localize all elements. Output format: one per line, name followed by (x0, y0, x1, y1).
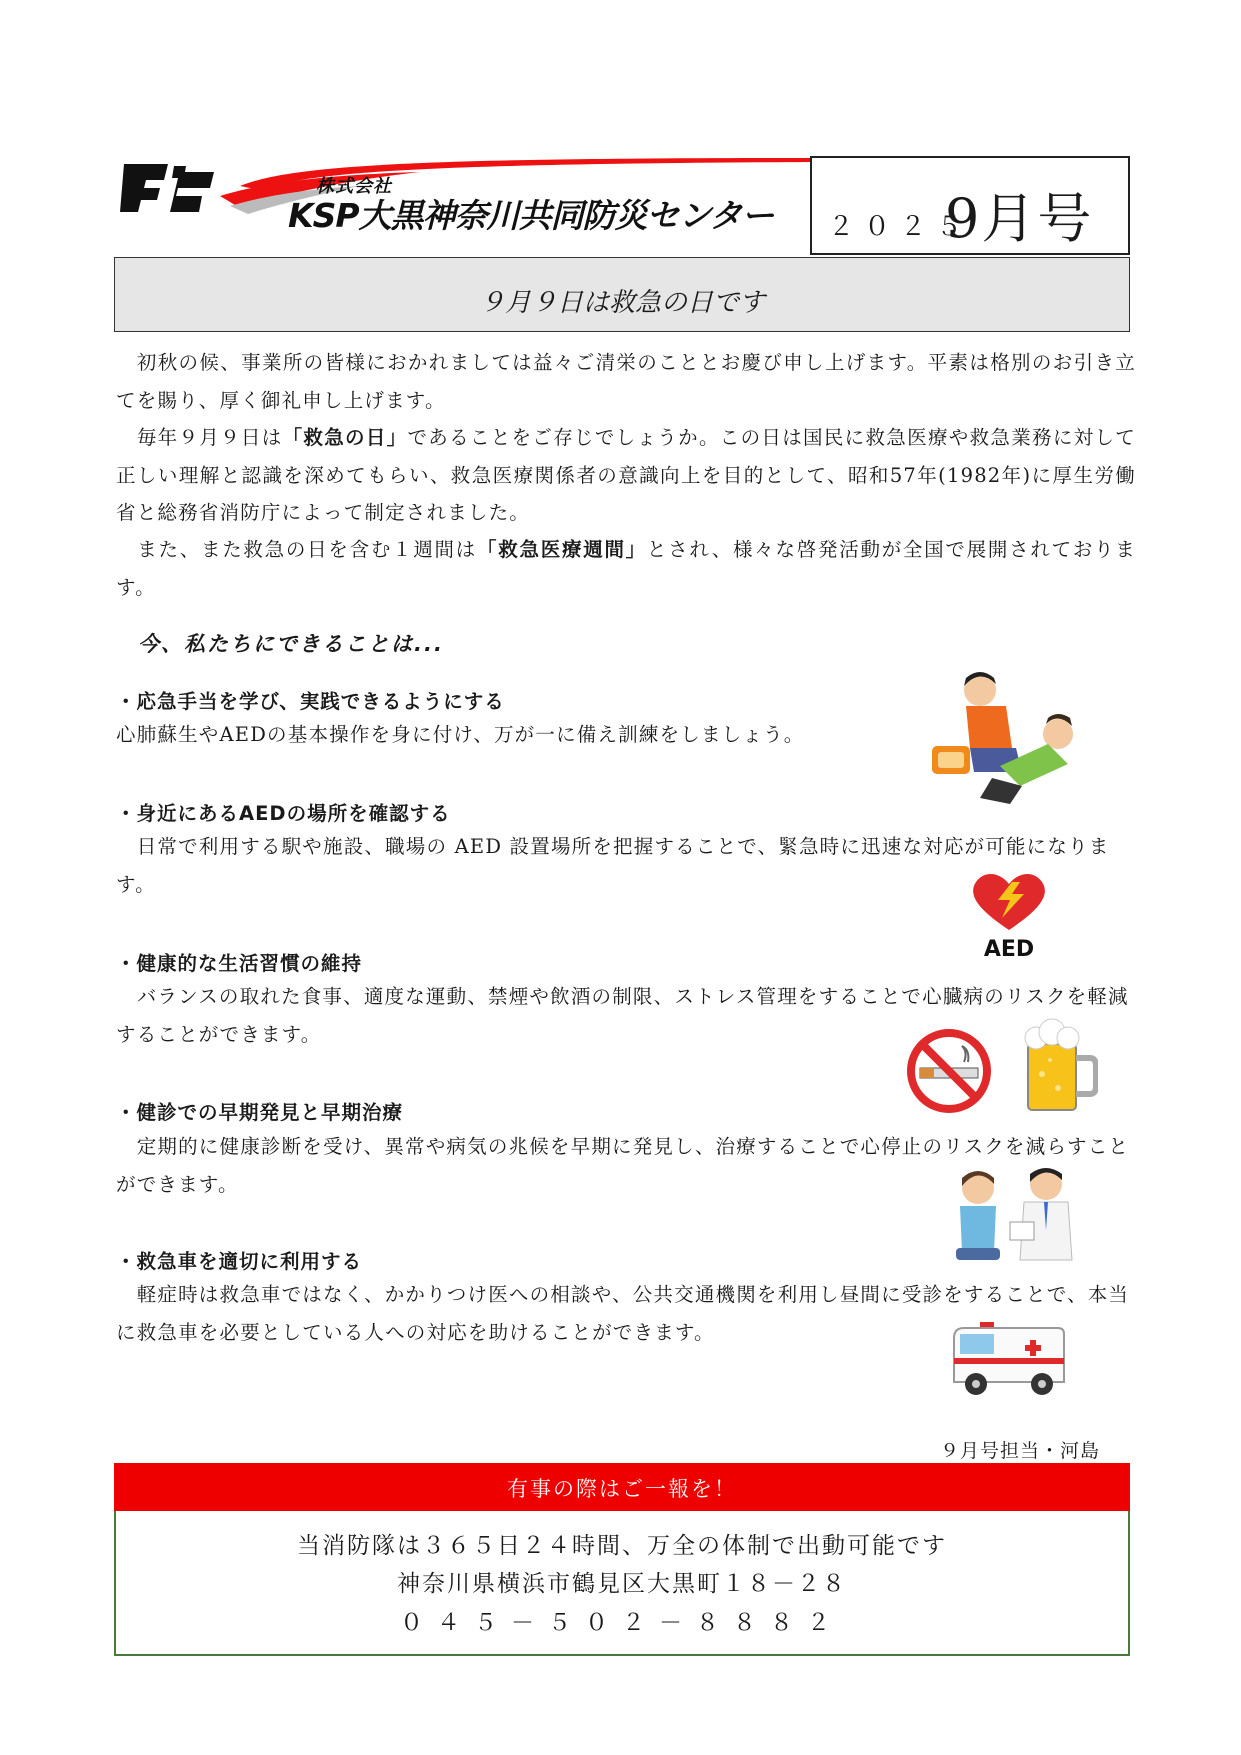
item-heading: ・健康的な生活習慣の維持 (116, 952, 363, 975)
beer-icon (1020, 1018, 1098, 1114)
item-body: 定期的に健康診断を受け、異常や病気の兆候を早期に発見し、治療することで心停止のリスクを減らすことができます。 (116, 1135, 1130, 1196)
author-credit: ９月号担当・河島 (940, 1440, 1101, 1462)
ambulance-icon (950, 1318, 1068, 1400)
item-body: バランスの取れた食事、適度な運動、禁煙や飲酒の制限、ストレス管理をすることで心臓病のリスクを軽減することができます。 (116, 985, 1129, 1046)
footer-line-address: 神奈川県横浜市鶴見区大黒町１８－２８ (397, 1571, 847, 1597)
aed-icon (968, 868, 1050, 960)
issue-month: 9月号 (945, 187, 1094, 250)
no-smoking-icon (906, 1028, 992, 1114)
bold-phrase: 「救急の日」 (282, 426, 408, 449)
doctor-consultation-icon (950, 1160, 1076, 1272)
footer-banner-text: 有事の際はご一報を！ (507, 1477, 737, 1501)
aed-label: AED (983, 937, 1035, 960)
item-body: 心肺蘇生やAEDの基本操作を身に付け、万が一に備え訓練をしましょう。 (116, 723, 805, 746)
cpr-illustration-icon (930, 668, 1095, 808)
item-heading: ・健診での早期発見と早期治療 (116, 1101, 404, 1124)
intro-paragraph-2: 毎年９月９日は「救急の日」であることをご存じでしょうか。この日は国民に救急医療や救急業務に対して正しい理解と認識を深めてもらい、救急医療関係者の意識向上を目的として、昭和57年(1982年)に厚生労働省と総務省消防庁によって制定されました。 (116, 426, 1137, 524)
lead-heading: 今、私たちにできることは... (138, 632, 444, 656)
page-title: ９月９日は救急の日です (478, 288, 765, 318)
company-prefix: 株式会社 (316, 176, 392, 197)
item-heading: ・救急車を適切に利用する (116, 1250, 363, 1273)
item-body: 日常で利用する駅や施設、職場の AED 設置場所を把握することで、緊急時に迅速な対応が可能になります。 (116, 835, 1110, 896)
footer-line-service: 当消防隊は３６５日２４時間、万全の体制で出動可能です (297, 1533, 947, 1559)
item-body: 軽症時は救急車ではなく、かかりつけ医への相談や、公共交通機関を利用し昼間に受診をすることで、本当に救急車を必要としている人への対応を助けることができます。 (116, 1283, 1130, 1344)
bold-phrase: 「救急医療週間」 (477, 538, 647, 561)
intro-paragraph-3: また、また救急の日を含む１週間は「救急医療週間」とされ、様々な啓発活動が全国で展開されております。 (116, 538, 1136, 599)
intro-paragraph-1: 初秋の候、事業所の皆様におかれましては益々ご清栄のこととお慶び申し上げます。平素は格別のお引き立てを賜り、厚く御礼申し上げます。 (116, 351, 1136, 412)
issue-year: ２０２５ (828, 212, 973, 242)
item-heading: ・身近にあるAEDの場所を確認する (116, 802, 451, 825)
footer-line-phone: ０４５－５０２－８８８２ (400, 1610, 844, 1636)
item-heading: ・応急手当を学び、実践できるようにする (116, 690, 505, 713)
company-name: KSP大黒神奈川共同防災センター (288, 196, 774, 235)
